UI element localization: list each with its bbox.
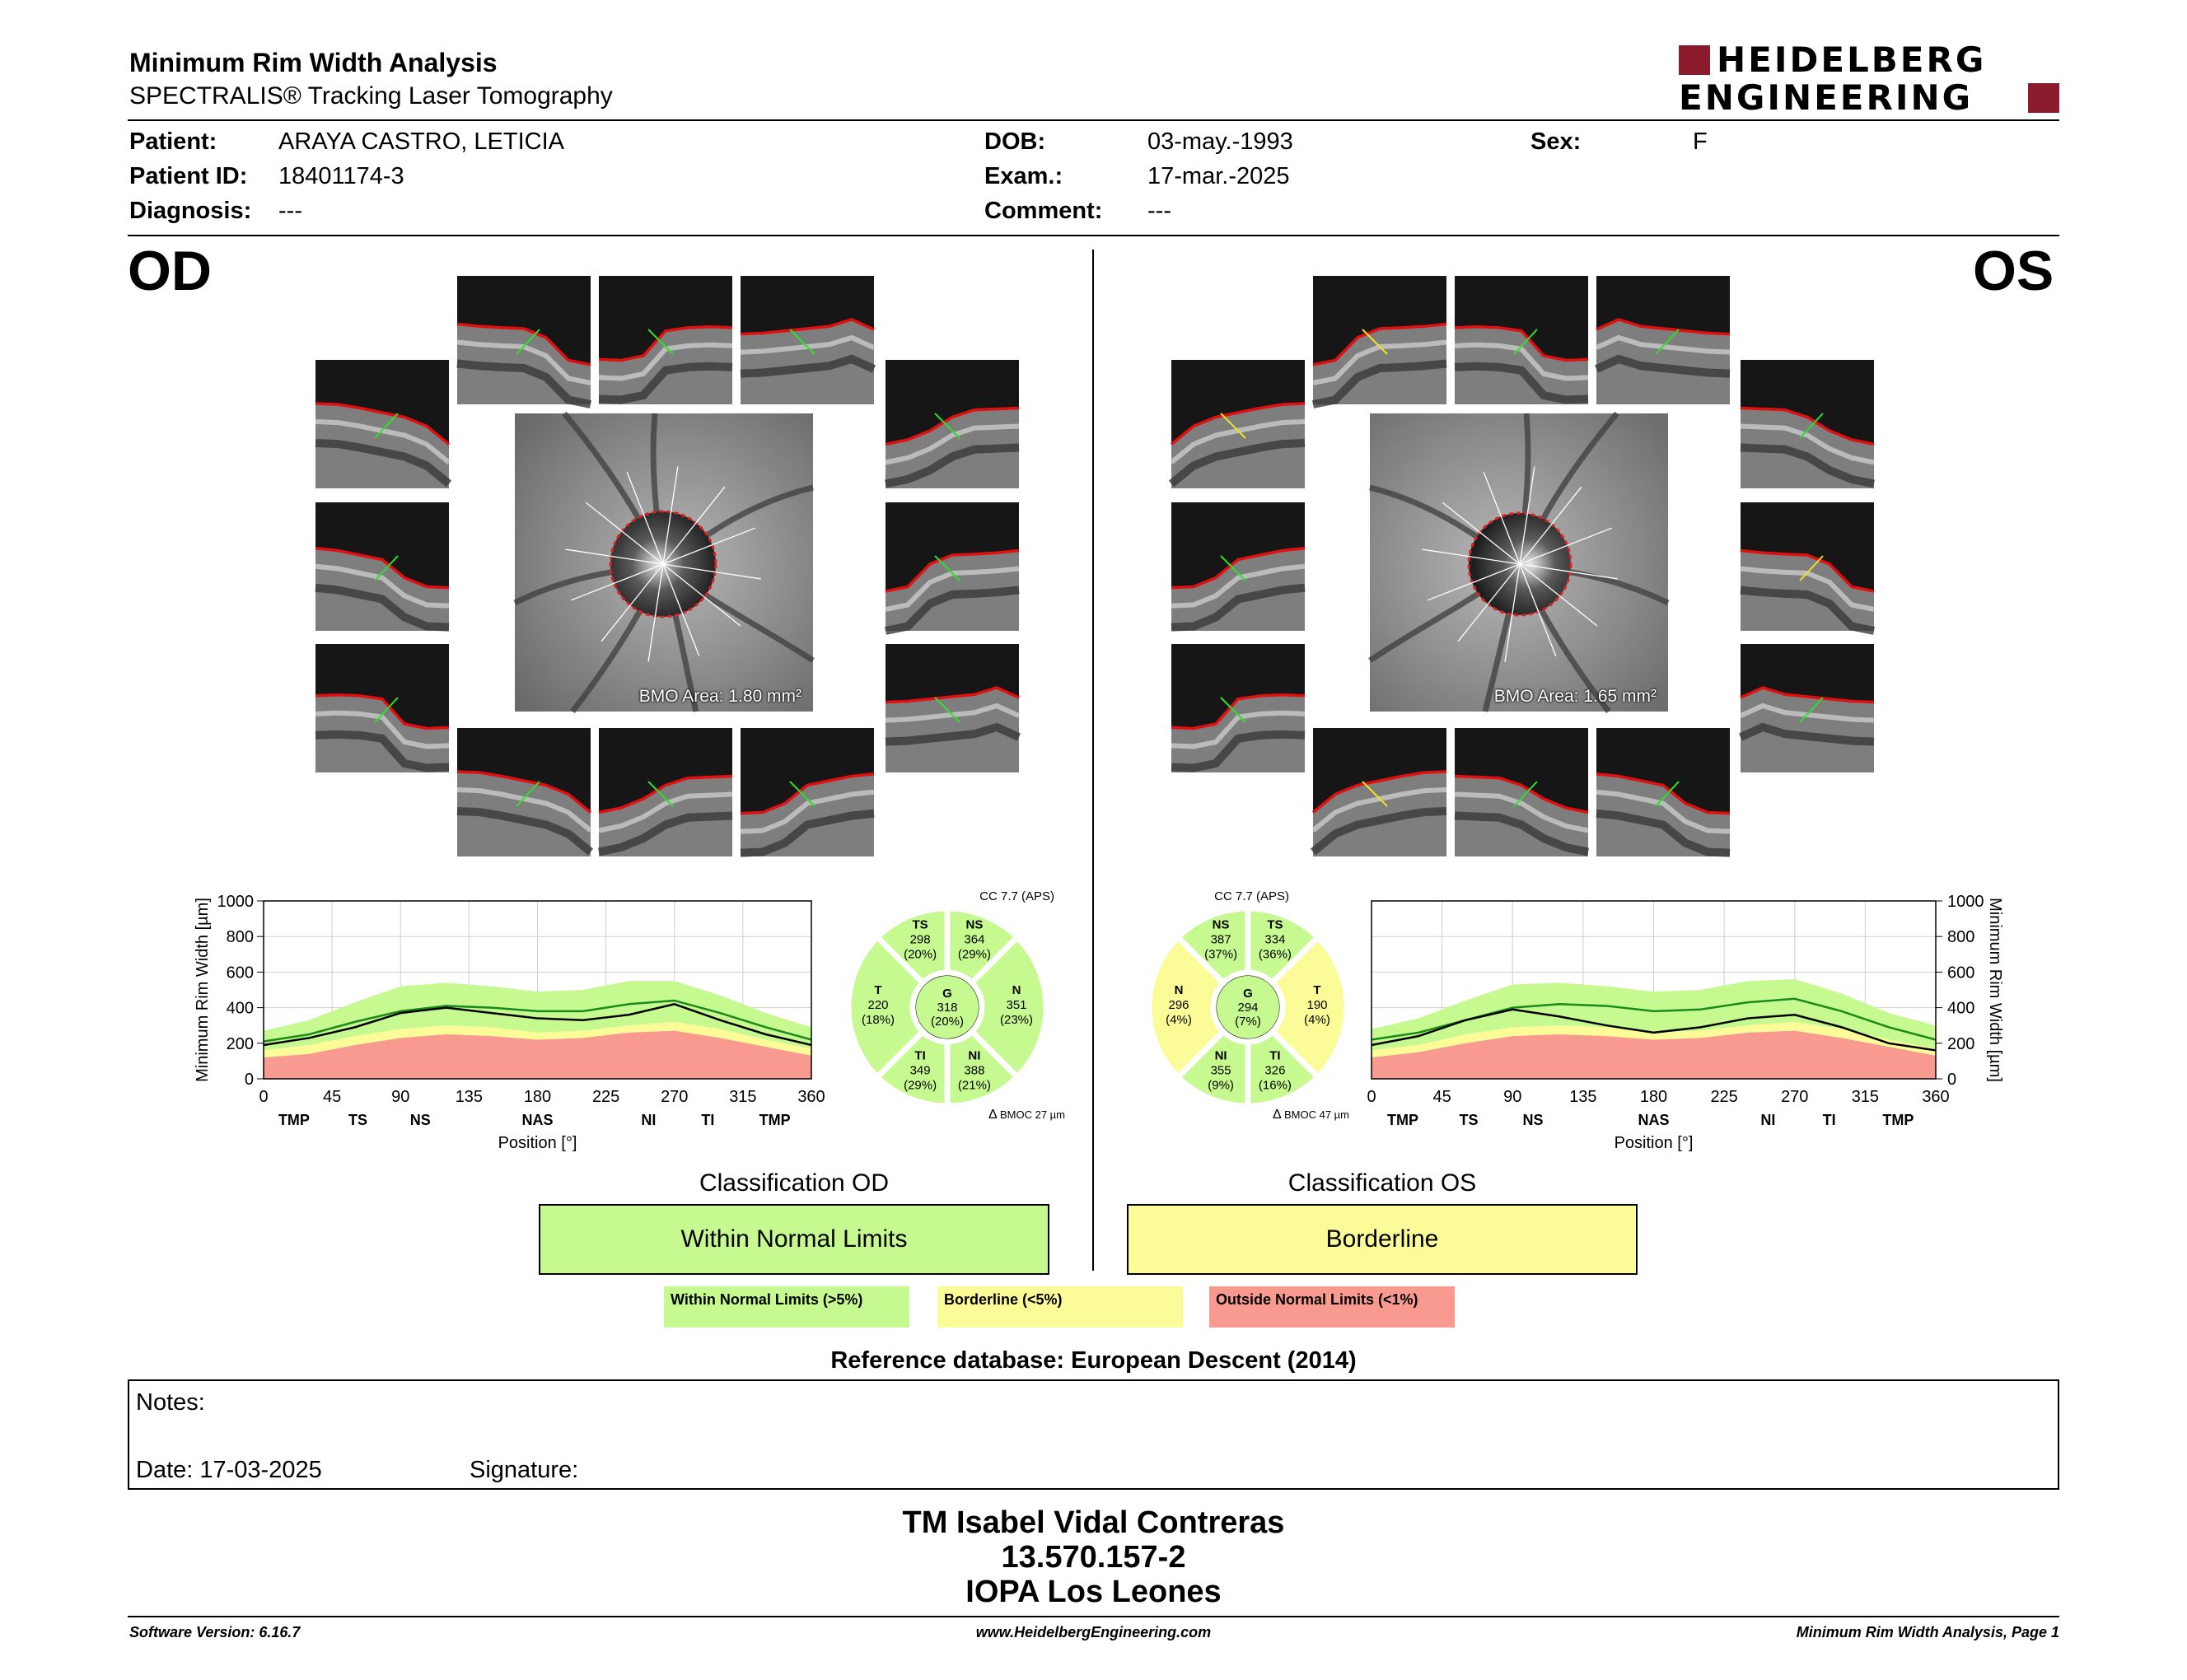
heidelberg-logo [1679,40,2059,118]
oct-scan-thumbnail [1741,644,1874,772]
sector-value: 298 [909,932,931,947]
oct-scan-thumbnail [315,502,449,631]
oct-scan-thumbnail [315,360,449,488]
x-tick-label: 270 [1781,1088,1809,1106]
sector-axis-label: NAS [1638,1112,1670,1128]
sector-value: 318 [937,1001,958,1015]
bmoc-delta: BMOC 27 µm [1000,1108,1066,1121]
exam-value: 17-mar.-2025 [1147,163,1290,189]
logo-line-2: ENGINEERING [1679,77,1974,118]
od-label: OD [128,240,212,302]
x-tick-label: 90 [1503,1088,1522,1106]
sector-percent: (7%) [1235,1015,1261,1029]
x-tick-label: 225 [1710,1088,1738,1106]
sector-axis-label: TI [701,1112,715,1128]
oct-scan-thumbnail [1741,502,1874,631]
od-bmo-area: BMO Area: 1.80 mm² [638,687,801,706]
sector-percent: (9%) [1208,1078,1234,1093]
sector-value: 296 [1168,998,1189,1012]
sector-percent: (21%) [957,1078,991,1093]
oct-scan-svg [1455,276,1588,404]
signatory-name: TM Isabel Vidal Contreras [902,1505,1285,1540]
oct-scan-thumbnail [1741,360,1874,488]
notes-date: Date: 17-03-2025 [136,1457,322,1483]
od-fundus-image [515,413,813,712]
y-tick-label: 400 [1947,999,1975,1018]
sector-name: TI [914,1048,926,1063]
sector-axis-label: TMP [278,1112,310,1128]
x-tick-label: 0 [1367,1088,1376,1106]
oct-scan-thumbnail [1455,276,1588,404]
notes-signature-label: Signature: [470,1457,579,1483]
patient-id-label: Patient ID: [129,163,248,189]
sector-name: NI [968,1048,981,1063]
sector-axis-label: NI [1760,1112,1776,1128]
logo-square-icon [2028,83,2059,113]
y-axis-title: Minimum Rim Width [µm] [194,898,212,1082]
reference-database: Reference database: European Descent (2014) [830,1347,1357,1374]
oct-scan-svg [315,360,449,488]
x-tick-label: 315 [1851,1088,1880,1106]
x-axis-title: Position [°] [1614,1134,1694,1152]
sector-value: 334 [1264,932,1286,947]
sector-value: 388 [964,1063,985,1078]
patient-id-value: 18401174-3 [278,163,404,189]
od-sector-diagram [832,885,1066,1124]
os-bmo-area: BMO Area: 1.65 mm² [1493,687,1657,706]
sector-percent: (4%) [1166,1013,1192,1027]
y-tick-label: 800 [226,928,254,947]
sex-value: F [1693,128,1708,155]
logo-line-1: HEIDELBERG [1717,40,1987,80]
oct-scan-svg [457,276,591,404]
legend-within-normal: Within Normal Limits (>5%) [664,1286,909,1328]
oct-scan-svg [886,360,1019,488]
sex-label: Sex: [1530,128,1582,155]
sector-percent: (20%) [904,947,937,962]
dob-value: 03-may.-1993 [1147,128,1293,155]
oct-scan-svg [1171,502,1305,631]
notes-label: Notes: [136,1389,205,1416]
sector-axis-label: TS [1459,1112,1479,1128]
x-tick-label: 225 [591,1088,620,1106]
y-tick-label: 400 [226,999,254,1018]
oct-scan-svg [1171,360,1305,488]
legend-borderline: Borderline (<5%) [937,1286,1183,1328]
os-mrw-chart [1351,889,2002,1169]
sector-axis-label: TMP [1387,1112,1419,1128]
delta-icon: Δ [1273,1108,1282,1122]
sector-name: N [1012,983,1021,997]
oct-scan-thumbnail [1171,644,1305,772]
y-axis-title: Minimum Rim Width [µm] [1986,898,2004,1082]
y-tick-label: 600 [226,964,254,982]
x-tick-label: 270 [661,1088,689,1106]
od-classification-title: Classification OD [699,1169,890,1197]
sector-axis-label: TS [348,1112,368,1128]
x-tick-label: 180 [1639,1088,1668,1106]
legend-outside-normal: Outside Normal Limits (<1%) [1209,1286,1455,1328]
website-link: www.HeidelbergEngineering.com [975,1624,1212,1640]
y-tick-label: 800 [1947,928,1975,947]
sector-axis-label: NAS [521,1112,554,1128]
x-tick-label: 90 [391,1088,410,1106]
sector-name: T [1313,983,1321,997]
sector-name: TI [1269,1048,1281,1063]
oct-scan-thumbnail [1596,276,1730,404]
sector-percent: (29%) [904,1078,937,1093]
comment-value: --- [1147,198,1171,224]
os-fundus-image [1370,413,1668,712]
header-divider [128,119,2059,121]
sector-value: 349 [909,1063,931,1078]
oct-scan-svg [741,276,874,404]
oct-scan-svg [1171,644,1305,772]
oct-scan-svg [1741,502,1874,631]
x-tick-label: 45 [1432,1088,1451,1106]
oct-scan-svg [1313,276,1446,404]
y-tick-label: 200 [1947,1034,1975,1053]
sector-name: T [874,983,882,997]
sector-percent: (18%) [861,1013,895,1027]
eye-divider [1092,250,1094,1271]
oct-scan-svg [1455,728,1588,856]
sector-name: G [942,987,952,1001]
y-tick-label: 1000 [1947,893,1984,911]
sector-value: 220 [867,998,889,1012]
x-tick-label: 45 [323,1088,342,1106]
oct-scan-thumbnail [315,644,449,772]
oct-scan-svg [1741,360,1874,488]
oct-scan-svg [599,728,732,856]
sector-percent: (36%) [1258,947,1292,962]
oct-scan-thumbnail [1171,360,1305,488]
dob-label: DOB: [984,128,1046,155]
x-axis-title: Position [°] [498,1134,577,1152]
sector-percent: (23%) [999,1013,1034,1027]
sector-axis-label: NS [1522,1112,1544,1128]
od-mrw-chart [189,889,824,1169]
x-tick-label: 360 [797,1088,825,1106]
sector-name: NS [965,917,984,932]
sector-value: 351 [1006,998,1027,1012]
oct-scan-thumbnail [1313,728,1446,856]
oct-scan-svg [886,644,1019,772]
sector-value: 326 [1264,1063,1286,1078]
sector-name: G [1243,987,1253,1001]
y-tick-label: 200 [226,1034,254,1053]
oct-scan-svg [457,728,591,856]
signatory-id: 13.570.157-2 [1001,1540,1186,1575]
oct-scan-svg [315,644,449,772]
sector-name: NS [1212,917,1230,932]
oct-scan-thumbnail [599,728,732,856]
sector-value: 190 [1306,998,1328,1012]
oct-scan-svg [315,502,449,631]
signatory-institution: IOPA Los Leones [965,1575,1222,1609]
sector-axis-label: NI [641,1112,657,1128]
sector-percent: (29%) [957,947,991,962]
cc-value: CC 7.7 (APS) [979,889,1054,903]
sector-value: 387 [1210,932,1231,947]
os-classification-title: Classification OS [1287,1169,1477,1197]
x-tick-label: 135 [455,1088,484,1106]
oct-scan-svg [886,502,1019,631]
os-fundus-svg [1370,413,1668,712]
page-info: Minimum Rim Width Analysis, Page 1 [1796,1624,2059,1640]
oct-scan-svg [599,276,732,404]
sector-name: TS [912,917,928,932]
oct-scan-thumbnail [741,728,874,856]
oct-scan-thumbnail [886,502,1019,631]
report-subtitle: SPECTRALIS® Tracking Laser Tomography [129,82,613,110]
oct-scan-thumbnail [1596,728,1730,856]
sector-axis-label: NS [409,1112,431,1128]
oct-scan-svg [1596,276,1730,404]
oct-scan-thumbnail [1171,502,1305,631]
oct-scan-thumbnail [457,276,591,404]
os-label: OS [1973,240,2054,302]
sector-percent: (16%) [1258,1078,1292,1093]
od-classification-result: Within Normal Limits [539,1204,1049,1275]
notes-box [128,1379,2059,1490]
oct-scan-thumbnail [457,728,591,856]
oct-scan-svg [1313,728,1446,856]
delta-icon: Δ [988,1108,998,1122]
diagnosis-label: Diagnosis: [129,198,252,224]
y-tick-label: 1000 [217,893,254,911]
sector-value: 364 [964,932,985,947]
sector-percent: (4%) [1304,1013,1330,1027]
x-tick-label: 360 [1922,1088,1950,1106]
sector-axis-label: TI [1822,1112,1836,1128]
oct-scan-svg [1596,728,1730,856]
sector-value: 355 [1210,1063,1231,1078]
sector-percent: (37%) [1204,947,1238,962]
logo-square-icon [1679,45,1710,75]
oct-scan-svg [1741,644,1874,772]
oct-scan-thumbnail [741,276,874,404]
y-tick-label: 0 [1947,1071,1957,1089]
exam-label: Exam.: [984,163,1063,189]
y-tick-label: 0 [244,1071,254,1089]
oct-scan-thumbnail [886,360,1019,488]
bmoc-delta: BMOC 47 µm [1284,1108,1350,1121]
sector-value: 294 [1237,1001,1259,1015]
od-fundus-svg [515,413,813,712]
patient-label: Patient: [129,128,217,155]
x-tick-label: 180 [523,1088,552,1106]
x-tick-label: 135 [1569,1088,1597,1106]
oct-scan-svg [741,728,874,856]
y-tick-label: 600 [1947,964,1975,982]
comment-label: Comment: [984,198,1103,224]
diagnosis-value: --- [278,198,302,224]
os-classification-result: Borderline [1127,1204,1638,1275]
software-version: Software Version: 6.16.7 [129,1624,301,1640]
sector-axis-label: TMP [1882,1112,1914,1128]
oct-scan-thumbnail [1455,728,1588,856]
oct-scan-thumbnail [1313,276,1446,404]
report-title: Minimum Rim Width Analysis [129,48,498,77]
sector-name: TS [1267,917,1283,932]
sector-percent: (20%) [930,1015,965,1029]
sector-name: NI [1214,1048,1227,1063]
patient-value: ARAYA CASTRO, LETICIA [278,128,565,155]
sector-axis-label: TMP [759,1112,791,1128]
sector-name: N [1174,983,1184,997]
x-tick-label: 315 [729,1088,757,1106]
os-sector-diagram [1133,885,1363,1124]
cc-value: CC 7.7 (APS) [1214,889,1289,903]
oct-scan-thumbnail [599,276,732,404]
patient-divider [128,235,2059,236]
oct-scan-thumbnail [886,644,1019,772]
footer-divider [128,1616,2059,1617]
x-tick-label: 0 [259,1088,269,1106]
